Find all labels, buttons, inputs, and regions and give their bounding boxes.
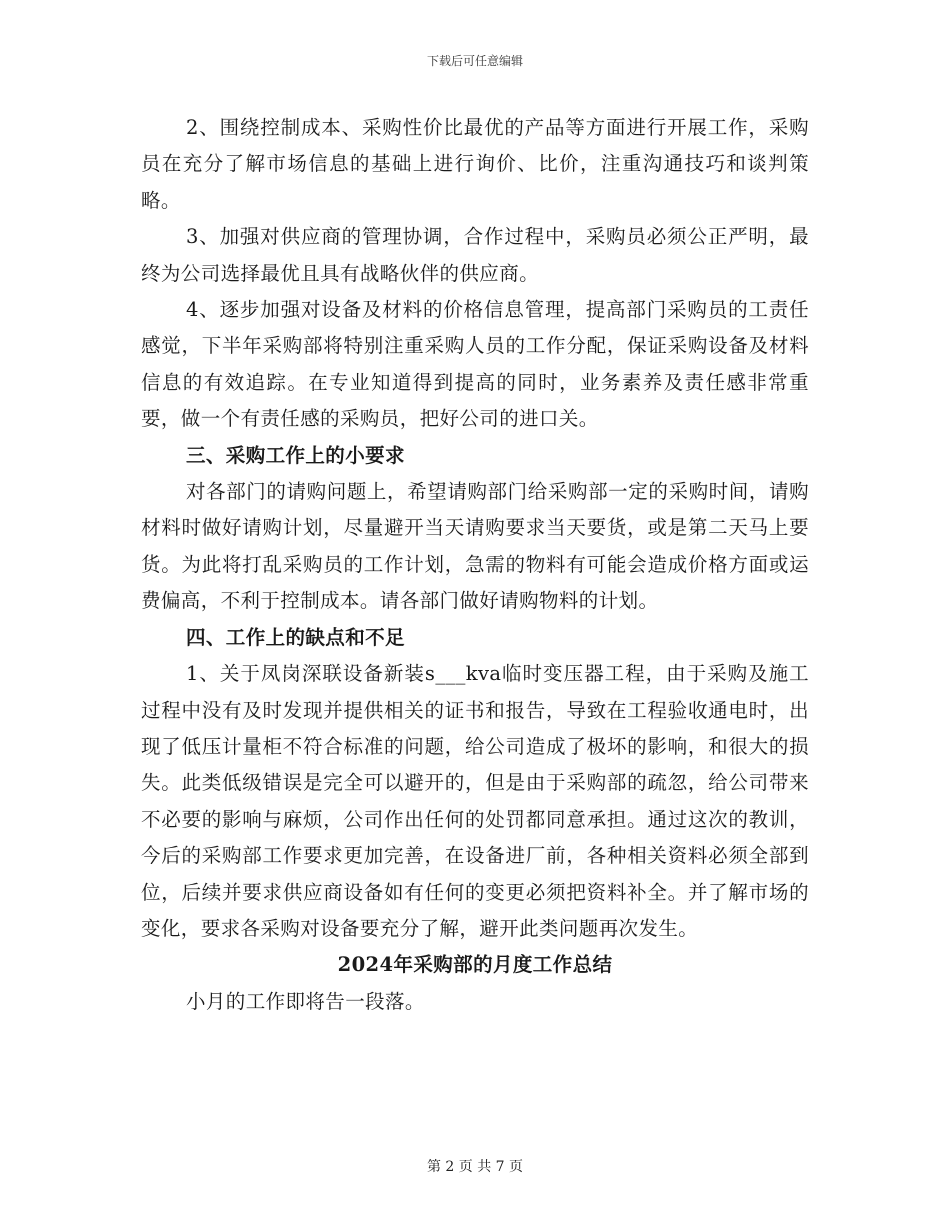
section-heading-4: 四、工作上的缺点和不足 <box>186 625 405 649</box>
paragraph-item-4: 4、逐步加强对设备及材料的价格信息管理，提高部门采购员的工责任感觉，下半年采购部将特别注重采购人员的工作分配，保证采购设备及材料信息的有效追踪。在专业知道得到提高的同时，业务素养及责任感非常重要，做一个有责任感的采购员，把好公司的进口关。 <box>141 298 809 431</box>
paragraph-intro: 小月的工作即将告一段落。 <box>186 989 425 1013</box>
paragraph-shortcomings: 1、关于凤岗深联设备新装s___kva临时变压器工程，由于采购及施工过程中没有及时发现并提供相关的证书和报告，导致在工程验收通电时，出现了低压计量柜不符合标准的问题，给公司造成了极坏的影响，和很大的损失。此类低级错误是完全可以避开的，但是由于采购部的疏忽，给公司带来不必要的影响与麻烦，公司作出任何的处罚都同意承担。通过这次的教训，今后的采购部工作要求更加完善，在设备进厂前，各种相关资料必须全部到位，后续并要求供应商设备如有任何的变更必须把资料补全。并了解市场的变化，要求各采购对设备要充分了解，避开此类问题再次发生。 <box>141 662 809 940</box>
paragraph-item-2: 2、围绕控制成本、采购性价比最优的产品等方面进行开展工作，采购员在充分了解市场信息的基础上进行询价、比价，注重沟通技巧和谈判策略。 <box>141 116 809 212</box>
document-title: 2024年采购部的月度工作总结 <box>337 953 613 977</box>
document-body <box>141 110 809 1020</box>
page-number: 第 2 页 共 7 页 <box>426 1159 524 1175</box>
paragraph-item-3: 3、加强对供应商的管理协调，合作过程中，采购员必须公正严明，最终为公司选择最优且具有战略伙伴的供应商。 <box>141 225 809 285</box>
header-note: 下载后可任意编辑 <box>426 54 523 68</box>
paragraph-requirements: 对各部门的请购问题上，希望请购部门给采购部一定的采购时间，请购材料时做好请购计划，尽量避开当天请购要求当天要货，或是第二天马上要货。为此将打乱采购员的工作计划，急需的物料有可能会造成价格方面或运费偏高，不利于控制成本。请各部门做好请购物料的计划。 <box>141 480 809 613</box>
section-heading-3: 三、采购工作上的小要求 <box>186 443 405 467</box>
